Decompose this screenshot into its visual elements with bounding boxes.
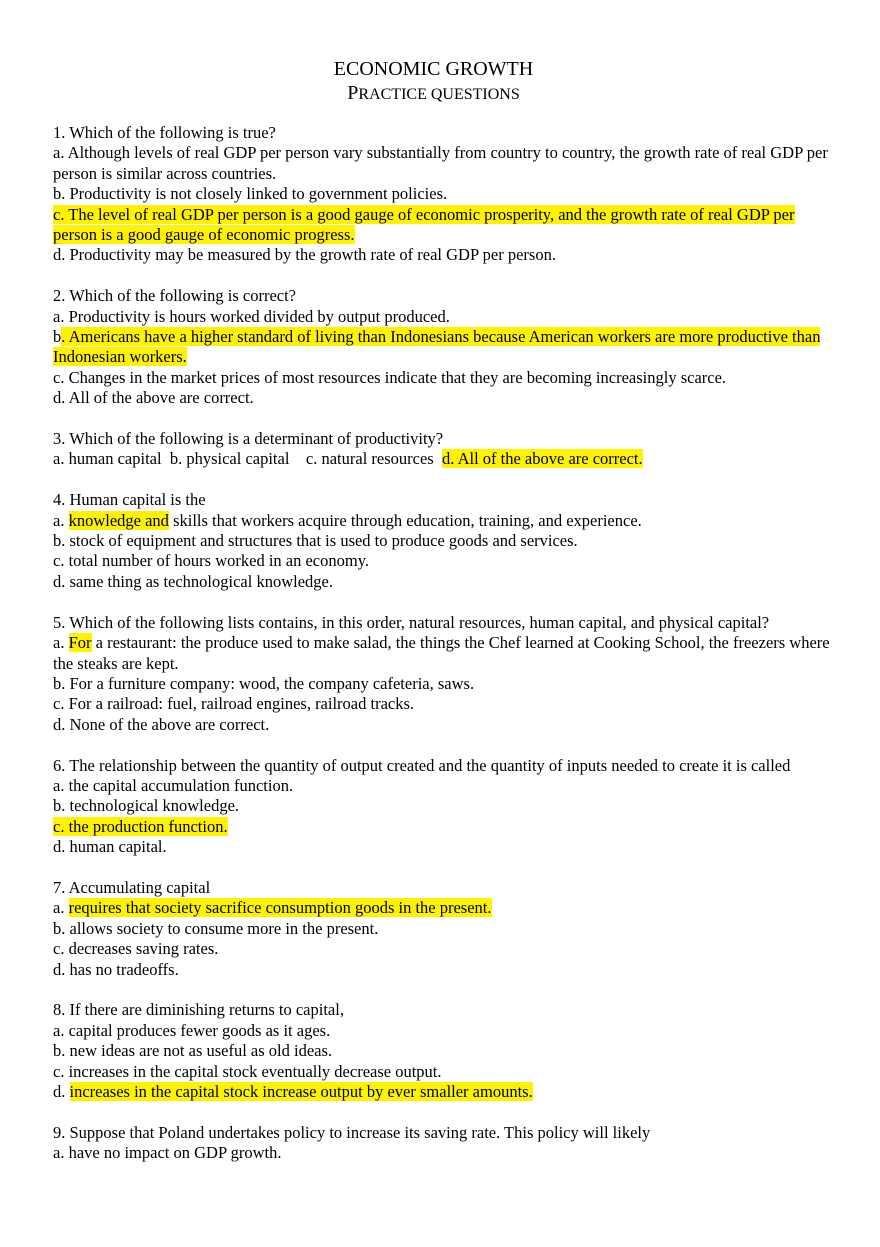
option-b: b. For a furniture company: wood, the company cafeteria, saws. — [53, 673, 475, 693]
option-b: b. Productivity is not closely linked to government policies. — [53, 184, 448, 204]
option-c: c. increases in the capital stock eventually decrease output. — [53, 1061, 442, 1081]
option-d: d. None of the above are correct. — [53, 714, 270, 734]
question-stem: 9. Suppose that Poland undertakes policy to increase its saving rate. This policy will likely — [53, 1122, 651, 1142]
question-7 — [53, 878, 835, 980]
option-a-answer: a. knowledge and skills that workers acquire through education, training, and experience. — [53, 510, 642, 530]
question-stem: 5. Which of the following lists contains, in this order, natural resources, human capital, and physical capital? — [53, 612, 770, 632]
option-d: d. All of the above are correct. — [53, 388, 254, 408]
answer-highlight: For — [68, 633, 92, 653]
answer-highlight: increases in the capital stock increase output by ever smaller amounts. — [69, 1081, 533, 1101]
question-stem: 6. The relationship between the quantity of output created and the quantity of inputs needed to create it is called — [53, 755, 791, 775]
question-stem: 3. Which of the following is a determinant of productivity? — [53, 429, 444, 449]
document-title: ECONOMIC GROWTH — [333, 58, 534, 80]
option-d: d. human capital. — [53, 837, 167, 857]
answer-highlight: knowledge and — [68, 510, 169, 530]
option-c: c. For a railroad: fuel, railroad engines, railroad tracks. — [53, 694, 415, 714]
option-b: b. stock of equipment and structures that is used to produce goods and services. — [53, 531, 578, 551]
option-c-answer — [53, 817, 835, 837]
question-5 — [53, 613, 835, 735]
option-c: c. Changes in the market prices of most resources indicate that they are becoming increasingly scarce. — [53, 367, 727, 387]
question-2 — [53, 286, 835, 408]
question-6 — [53, 756, 835, 858]
question-stem: 8. If there are diminishing returns to capital, — [53, 1000, 344, 1020]
option-a-answer: a. requires that society sacrifice consumption goods in the present. — [53, 898, 492, 918]
question-stem: 4. Human capital is the — [53, 490, 206, 510]
question-stem: 7. Accumulating capital — [53, 877, 211, 897]
questions-list — [53, 123, 835, 1184]
question-3 — [53, 429, 835, 470]
option-d: d. Productivity may be measured by the growth rate of real GDP per person. — [53, 245, 556, 265]
option-d: d. has no tradeoffs. — [53, 959, 179, 979]
options-inline: a. human capital b. physical capital c. natural resources d. All of the above are correct. — [53, 449, 643, 469]
document-subtitle: PRACTICE QUESTIONS — [347, 82, 520, 104]
option-d: d. same thing as technological knowledge. — [53, 571, 333, 591]
question-stem: 1. Which of the following is true? — [53, 123, 276, 142]
answer-highlight: d. All of the above are correct. — [441, 449, 643, 469]
question-8 — [53, 1000, 835, 1102]
answer-highlight: c. The level of real GDP per person is a good gauge of economic prosperity, and the growth rate of real GDP per person is a good gauge of economic progress. — [53, 204, 795, 245]
option-b-answer: b. Americans have a higher standard of living than Indonesians because American workers are more productive than Indonesian workers. — [53, 327, 821, 367]
option-c-answer — [53, 205, 835, 246]
option-c: c. decreases saving rates. — [53, 939, 219, 959]
option-a: a. capital produces fewer goods as it ages. — [53, 1020, 331, 1040]
question-4 — [53, 490, 835, 592]
question-stem: 2. Which of the following is correct? — [53, 286, 296, 306]
answer-highlight: c. the production function. — [53, 816, 228, 836]
option-a: a. Productivity is hours worked divided by output produced. — [53, 306, 450, 326]
option-c: c. total number of hours worked in an economy. — [53, 551, 370, 571]
option-a: a. Although levels of real GDP per person vary substantially from country to country, the growth rate of real GDP per person is similar across countries. — [53, 143, 828, 183]
question-1 — [53, 123, 835, 266]
option-a: a. have no impact on GDP growth. — [53, 1143, 282, 1163]
answer-highlight: requires that society sacrifice consumption goods in the present. — [68, 898, 492, 918]
option-b: b. allows society to consume more in the present. — [53, 918, 379, 938]
option-b: b. technological knowledge. — [53, 796, 240, 816]
option-d-answer: d. increases in the capital stock increase output by ever smaller amounts. — [53, 1081, 533, 1101]
option-a-answer: a. For a restaurant: the produce used to make salad, the things the Chef learned at Cooking School, the freezers where the steaks are kept. — [53, 633, 830, 673]
option-b: b. new ideas are not as useful as old ideas. — [53, 1041, 333, 1061]
answer-highlight: . Americans have a higher standard of living than Indonesians because American workers are more productive than Indonesian workers. — [53, 327, 821, 367]
option-a: a. the capital accumulation function. — [53, 775, 294, 795]
question-9 — [53, 1123, 835, 1164]
